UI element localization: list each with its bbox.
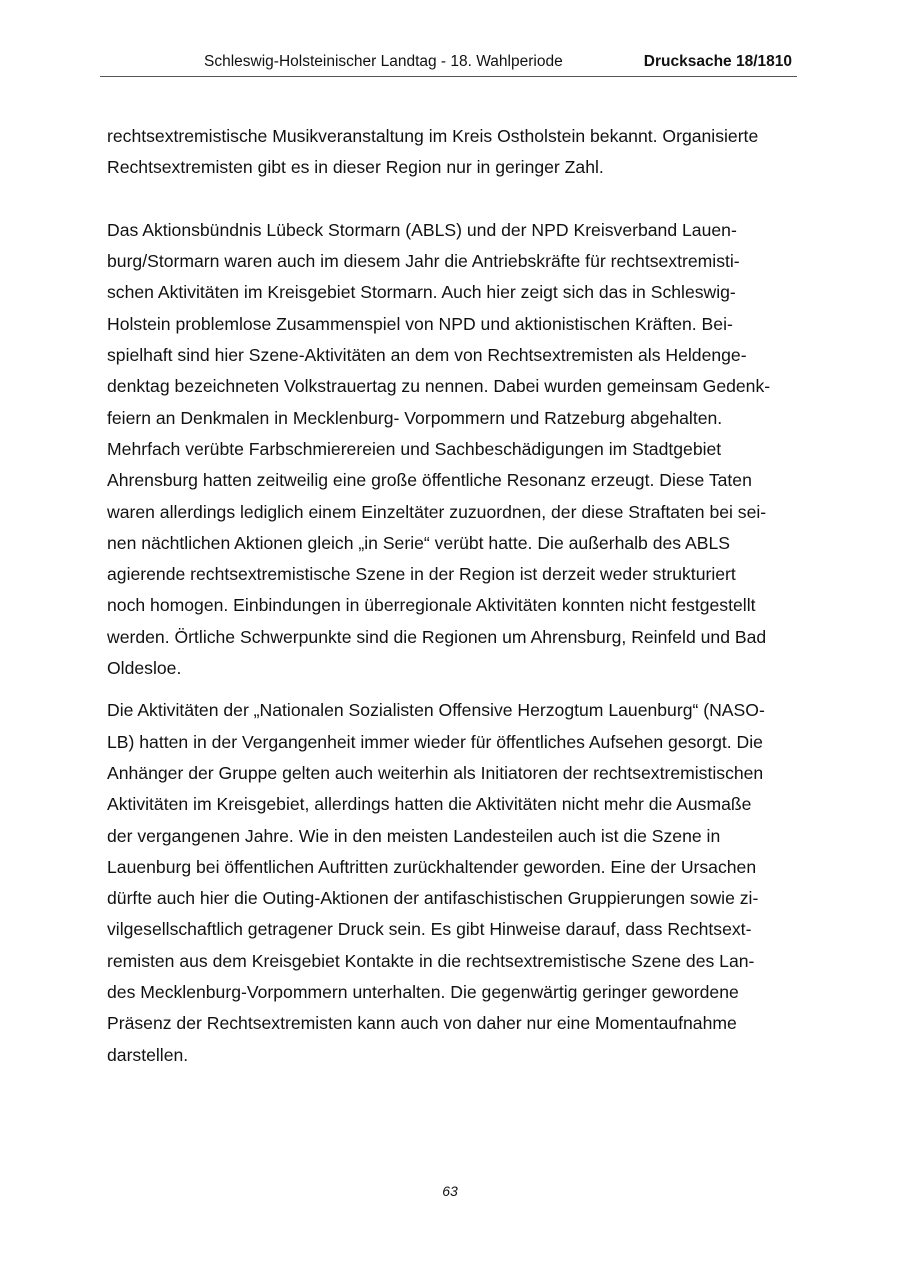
text-line: der vergangenen Jahre. Wie in den meisten Landesteilen auch ist die Szene in	[107, 825, 721, 846]
text-line: Aktivitäten im Kreisgebiet, allerdings hatten die Aktivitäten nicht mehr die Ausmaße	[107, 794, 752, 815]
text-line: spielhaft sind hier Szene-Aktivitäten an dem von Rechtsextremisten als Heldenge-	[107, 345, 747, 366]
text-line: nen nächtlichen Aktionen gleich „in Serie“ verübt hatte. Die außerhalb des ABLS	[107, 532, 731, 553]
paragraph-spacer	[107, 684, 797, 695]
text-line: denktag bezeichneten Volkstrauertag zu nennen. Dabei wurden gemeinsam Gedenk-	[107, 376, 771, 397]
text-line: des Mecklenburg-Vorpommern unterhalten. Die gegenwärtig geringer gewordene	[107, 982, 739, 1003]
paragraph-2	[107, 215, 797, 684]
text-line: LB) hatten in der Vergangenheit immer wieder für öffentliches Aufsehen gesorgt. Die	[107, 731, 763, 752]
text-line: Lauenburg bei öffentlichen Auftritten zurückhaltender geworden. Eine der Ursachen	[107, 856, 757, 877]
text-line: Anhänger der Gruppe gelten auch weiterhin als Initiatoren der rechtsextremistischen	[107, 762, 764, 783]
paragraph-3	[107, 695, 797, 1071]
text-line: agierende rechtsextremistische Szene in der Region ist derzeit weder strukturiert	[107, 564, 736, 585]
document-body	[107, 121, 797, 1071]
text-line: burg/Stormarn waren auch im diesem Jahr die Antriebskräfte für rechtsextremisti-	[107, 251, 740, 272]
text-line: Die Aktivitäten der „Nationalen Sozialisten Offensive Herzogtum Lauenburg“ (NASO-	[107, 700, 765, 721]
paragraph-1	[107, 121, 797, 184]
text-line: remisten aus dem Kreisgebiet Kontakte in die rechtsextremistische Szene des Lan-	[107, 950, 755, 971]
text-line: waren allerdings lediglich einem Einzeltäter zuzuordnen, der diese Straftaten bei sei-	[107, 501, 767, 522]
text-line: werden. Örtliche Schwerpunkte sind die Regionen um Ahrensburg, Reinfeld und Bad	[107, 626, 767, 647]
text-line: Rechtsextremisten gibt es in dieser Region nur in geringer Zahl.	[107, 157, 604, 178]
page-header	[100, 52, 797, 77]
text-line: Präsenz der Rechtsextremisten kann auch von daher nur eine Momentaufnahme	[107, 1013, 737, 1034]
text-line: noch homogen. Einbindungen in überregionale Aktivitäten konnten nicht festgestellt	[107, 595, 756, 616]
text-line: feiern an Denkmalen in Mecklenburg- Vorpommern und Ratzeburg abgehalten.	[107, 407, 723, 428]
text-line: Das Aktionsbündnis Lübeck Stormarn (ABLS) und der NPD Kreisverband Lauen-	[107, 219, 737, 240]
header-doc-number: Drucksache 18/1810	[643, 53, 792, 70]
text-line: darstellen.	[107, 1044, 189, 1065]
text-line: Oldesloe.	[107, 658, 182, 679]
text-line: Ahrensburg hatten zeitweilig eine große öffentliche Resonanz erzeugt. Diese Taten	[107, 470, 752, 491]
page-number: 63	[442, 1183, 458, 1199]
paragraph-spacer	[107, 184, 797, 215]
text-line: schen Aktivitäten im Kreisgebiet Stormarn. Auch hier zeigt sich das in Schleswig-	[107, 282, 736, 303]
text-line: Mehrfach verübte Farbschmierereien und Sachbeschädigungen im Stadtgebiet	[107, 438, 722, 459]
header-title: Schleswig-Holsteinischer Landtag - 18. Wahlperiode	[204, 53, 563, 70]
text-line: rechtsextremistische Musikveranstaltung im Kreis Ostholstein bekannt. Organisierte	[107, 126, 759, 146]
text-line: dürfte auch hier die Outing-Aktionen der antifaschistischen Gruppierungen sowie zi-	[107, 888, 759, 909]
text-line: vilgesellschaftlich getragener Druck sein. Es gibt Hinweise darauf, dass Rechtsext-	[107, 919, 752, 940]
text-line: Holstein problemlose Zusammenspiel von NPD und aktionistischen Kräften. Bei-	[107, 313, 733, 334]
